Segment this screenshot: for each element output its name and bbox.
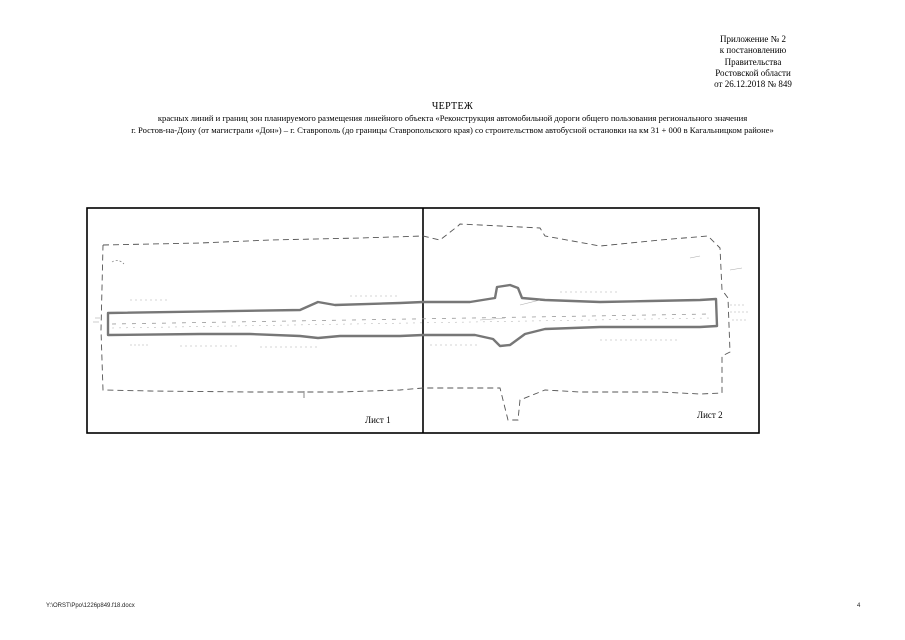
title-main: ЧЕРТЕЖ <box>431 101 474 112</box>
appendix-line-3: Правительства <box>724 56 782 67</box>
footer-page-number: 4 <box>857 603 861 609</box>
arc-mark <box>112 260 124 264</box>
appendix-line-1: Приложение № 2 <box>720 34 786 44</box>
appendix-line-5: от 26.12.2018 № 849 <box>714 79 792 90</box>
title-line-1: красных линий и границ зон планируемого размещения линейного объекта «Реконструкция автомобильной дороги общего пользования регионального значения <box>157 113 748 123</box>
appendix-line-2: к постановлению <box>719 45 787 56</box>
appendix-line-4: Ростовской области <box>715 67 791 78</box>
sheet-2-label: Лист 2 <box>697 410 723 420</box>
planning-zone-boundary <box>101 224 730 420</box>
sheet-1-label: Лист 1 <box>365 415 391 425</box>
title-line-2: г. Ростов-на-Дону (от магистрали «Дон») – г. Ставрополь (до границы Ставропольского края) со строительством автобусной остановки на км 31 + 000 в Кагальницком районе» <box>131 124 774 135</box>
road-centerline <box>112 314 710 324</box>
footer-file-path: Y:\ORST\Ppo\1226p849.f18.docx <box>46 603 135 609</box>
